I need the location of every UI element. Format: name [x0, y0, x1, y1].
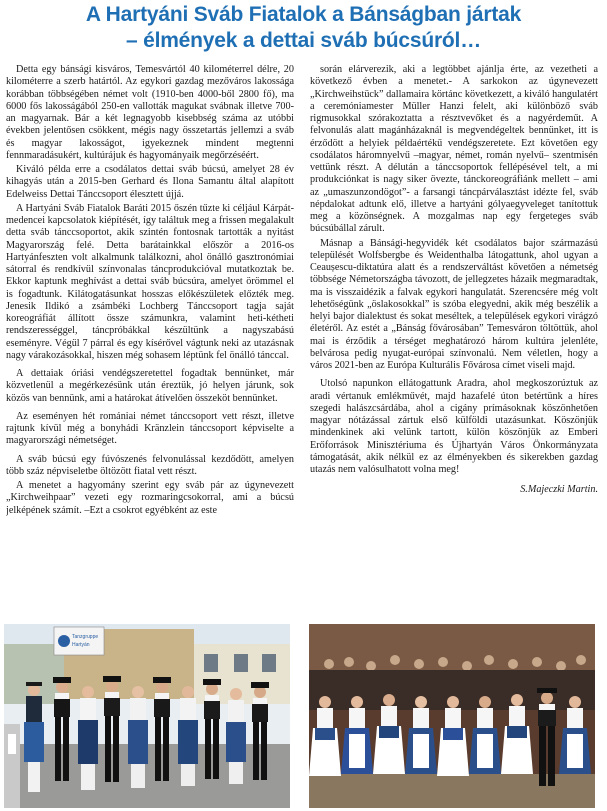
paragraph: Utolsó napunkon ellátogattunk Aradra, ahol megkoszorúztuk az aradi vértanuk emlékművét, majd hazafelé úton betértünk a híres szegedi halászcsárdába, ahol a cigány prímásoknak köszönhetően magyar nótázással zártuk első külföldi utazásunkat. Köszönjük mindenkinek aki velünk tartott, külön köszönjük az Emberi Erőforrások Minisztériuma és Újhartyán Város Önkormányzata támogatását, akik nélkül ez az élményekben és sikerekben gazdag utazás nem valósulhatott volna meg! [310, 378, 598, 475]
article-title-line1: A Hartyáni Sváb Fiatalok a Bánságban jártak [85, 3, 522, 26]
stage-photo [309, 624, 595, 808]
article-body [6, 64, 601, 617]
article-title [0, 2, 607, 54]
paragraph: A menetet a hagyomány szerint egy sváb pár az úgynevezett „Kirchweihpaar” vezeti egy rozmaringcsokorral, ami a búcsú jelképének számít. –Ezt a csokrot egyébként az este [6, 480, 294, 516]
author-signature: S.Majeczki Martin. [520, 484, 598, 496]
paragraph: során elárverezik, aki a legtöbbet ajánlja érte, az vezetheti a következő évben a menetet.- A sarkokon az úgynevezett „Kirchweihstück” dallamaira körtánc következett, a kiváló hangulatért a ceremóniamester Müller Hanzi felelt, aki különböző sváb rigmusokkal szórakoztatta a résztvevőket és a nagyérdeműt. A felvonulás alatt magánházaknál is megvendégeltek bennünket, itt is érződött a helyiek példaértékű vendégszeretete. Ezt követően egy csodálatos háromnyelvű –magyar, német, román nyelvű– szentmisén vettünk részt. A délután a tánccsoportok fellépésével telt, a mi produkciónkat is nagy siker övezte, tánckoreográfiánk mellett – ami az „umaszunzondögot”- a farsangi táncpárválasztást idézte fel, sváb népdalokat adtunk elő, illetve a hartyáni gólyaegyveleget tanítottuk meg a közönségnek. A mozgalmas nap egy fergeteges sváb búcsúbállal zárult. [310, 64, 598, 235]
paragraph: Másnap a Bánsági-hegyvidék két csodálatos bajor származású települését Wolfsbergbe és Weidenthalba látogattunk, ahol ugyan a Ceaușescu-diktatúra alatt és a rendszerváltást követően a németség többsége Németországba távozott, de jellegzetes házaik megmaradtak, ma is visszaidézik a falvak egykori hangulatát. Szerencsére még volt lehetőségünk „öslakosokkal” is szóba elegyedni, akik még beszélik a helyi bajor dialektust és sokat meséltek, a települések egykori virágzó életéről. Az estét a „Bánság fővárosában” Temesváron töltöttük, ahol mai is érződik a térséget meghatározó három kultúra jelenléte, belvárosa pedig nyugat-európai színvonalú. Nem véletlen, hogy a város 2021-ben az Európa Kulturális Fővárosa címet viseli majd. [310, 237, 598, 371]
sign-text-line2: Hartyán [72, 642, 90, 648]
paragraph: Kiváló példa erre a csodálatos dettai sváb búcsú, amelyet 28 év kihagyás után a 2015-ben Gerhard és Ilona Samantu által alapított Edelweiss Dettai Tánccsoport élesztett újjá. [6, 164, 294, 200]
paragraph: Az eseményen hét romániai német tánccsoport vett részt, illetve rajtunk kívül még a bonyhádi Kränzlein tánccsoport képviselte a magyarországi németséget. [6, 410, 294, 447]
left-column [6, 64, 294, 617]
sign-text-line1: Tanzgruppe [72, 634, 99, 640]
paragraph: A dettaiak óriási vendégszeretettel fogadtak bennünket, már közvetlenül a megérkezésünk után éreztük, jó helyen járunk, sok közös van bennünk, ami a határokat átívelően összeköt bennünket. [6, 368, 294, 404]
right-column [310, 64, 598, 617]
paragraph: A Hartyáni Sváb Fiatalok Baráti 2015 őszén tűzte ki céljául Kárpát-medencei kapcsolatok kiépítését, így találtuk meg a frissen megalakult detta sváb tánccsoportot, akik szintén fontosnak tartották a nyitást Magyarország felé. Detta barátainkkal először a 2016-os Hartyánfeszten volt alkalmunk találkozni, ahol önálló gasztronómiai sátorral és rendkívül színvonalas táncprodukcióval mutatkoztak be. Ekkor kaptunk meghívást a dettai sváb búcsúra, amelyet örömmel el is fogadtunk. Kilátogatásunkat hosszas előkészületek előzték meg. Jenesik Ildikó a zsámbéki Lochberg Tánccsoport tagja saját koreográfiát állított össze számunkra, valamint heti-kétheti rendszerességgel, táncpróbákkal készültünk a nagyszabású eseményre. Végül 7 párral és egy kísérővel vágtunk neki az utazásnak nagy várakozásokkal, hiszen még sohasem léptünk fel önálló tánccal. [6, 202, 294, 361]
article-title-line2: – élmények a dettai sváb búcsúról… [125, 29, 481, 52]
paragraph: Detta egy bánsági kisváros, Temesvártól 40 kilométerrel délre, 20 kilométerre a szerb határtól. Az egykori gazdag mezőváros lakossága korábban többségében német volt (1910-ben 4000-ből 2800 fő), ma 6000 fős lakosságából 250-en vallották magukat svábnak illetve 700-an magyarnak. Bár a két legnagyobb kisebbség száma az utóbbi években jelentősen csökkent, mégis nagy összetartás jellemzi a sváb és magyar lakosságot, igyekeznek mindent megtenni fennmaradásukért, kultúrájuk és hagyományaik megőrzéséért. [6, 64, 294, 161]
parade-photo [4, 624, 290, 808]
paragraph: A sváb búcsú egy fúvószenés felvonulással kezdődött, amelyen több száz népviseletbe öltözött fiatal vett részt. [6, 453, 294, 477]
